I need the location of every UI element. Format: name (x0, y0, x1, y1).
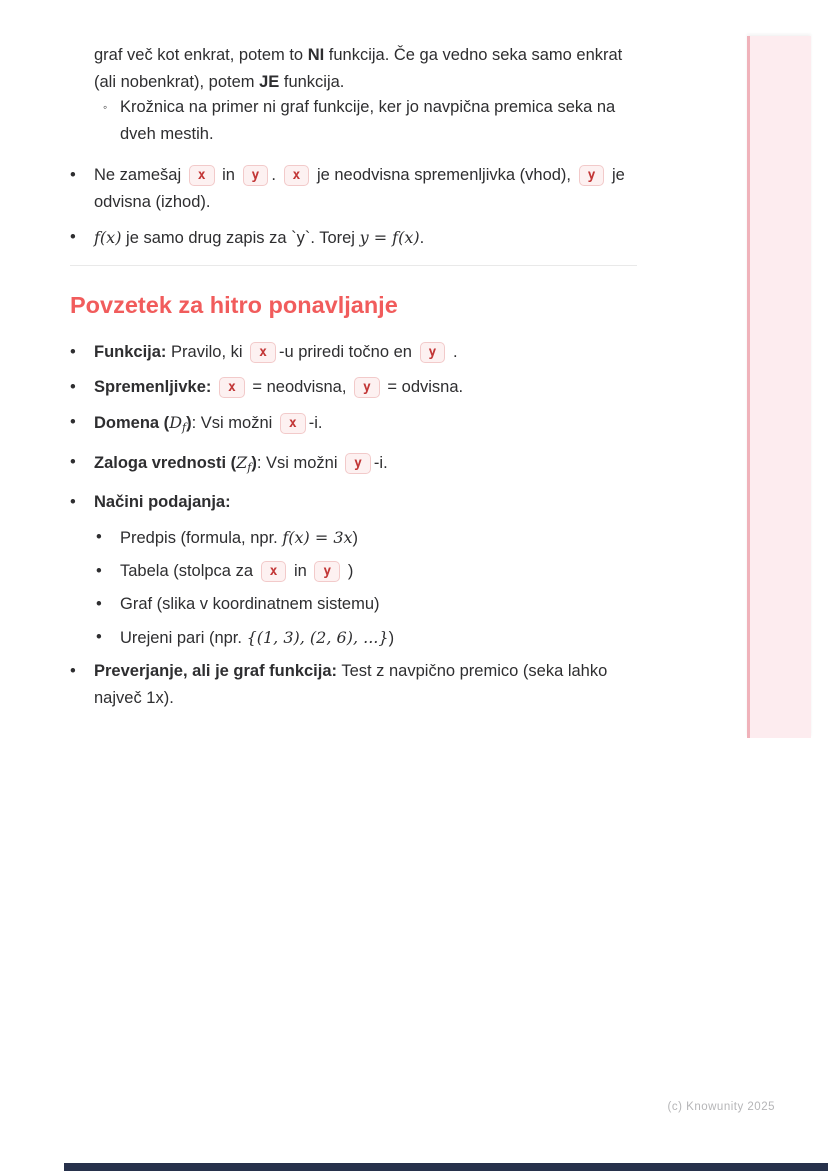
code-badge: y (579, 165, 605, 186)
list-item (70, 489, 637, 516)
list-item (70, 449, 637, 481)
bullet-icon: • (70, 453, 76, 471)
text-run: : Vsi možni (191, 414, 277, 432)
list-item (96, 624, 637, 652)
bold-text-run: Funkcija: (94, 343, 167, 361)
code-badge: y (314, 561, 340, 582)
math-text: f(x) = 3x (282, 528, 353, 547)
list-item (96, 558, 637, 585)
text-run: Pravilo, ki (166, 343, 248, 361)
list-item (103, 94, 637, 148)
math-subscript: f (182, 421, 187, 434)
text-run: . (271, 166, 281, 184)
bullet-icon: • (70, 493, 76, 511)
bold-text-run: Preverjanje, ali je graf funkcija: (94, 662, 338, 680)
bold-text-run: ) (251, 454, 257, 472)
list-item-text (94, 489, 637, 516)
list-item (70, 339, 637, 366)
list-item-text (120, 624, 637, 652)
bold-text-run: Domena ( (94, 414, 170, 432)
text-run: Ne zamešaj (94, 166, 186, 184)
math-text: Df (169, 413, 187, 434)
footer-copyright: (c) Knowunity 2025 (667, 1101, 775, 1113)
list-item-text (120, 591, 637, 618)
text-run: je neodvisna spremenljivka (vhod), (312, 166, 576, 184)
list-item-text (120, 524, 637, 552)
text-run: . (448, 343, 458, 361)
bottom-accent-bar (64, 1163, 828, 1171)
code-badge: x (219, 377, 245, 398)
list-item-text (94, 658, 637, 712)
list-item (70, 658, 637, 712)
text-run: Tabela (stolpca za (120, 562, 258, 580)
bold-text-run: Zaloga vrednosti ( (94, 454, 237, 472)
code-badge: y (243, 165, 269, 186)
text-run: = odvisna. (382, 378, 464, 396)
list-item (96, 591, 637, 618)
text-run: graf več kot enkrat, potem to (94, 46, 308, 64)
code-badge: x (284, 165, 310, 186)
list-item (70, 162, 637, 216)
section-divider (70, 265, 637, 266)
list-item-text (94, 409, 637, 441)
bullet-icon: • (96, 528, 102, 546)
list-item (70, 374, 637, 401)
list-item-text (120, 94, 637, 148)
bullet-icon: • (70, 343, 76, 361)
text-run: = neodvisna, (247, 378, 352, 396)
text-run: Urejeni pari (npr. (120, 629, 247, 647)
list-item-text (94, 449, 637, 481)
text-run: je odvisna (izhod). (94, 166, 625, 211)
math-text: Zf (236, 453, 252, 474)
math-text: f(x) (94, 228, 122, 247)
bullet-icon: • (96, 595, 102, 613)
bullet-icon: • (70, 413, 76, 431)
math-subscript: f (247, 461, 252, 474)
bold-text-run: NI (307, 46, 325, 64)
text-run: funkcija. (279, 73, 345, 91)
code-badge: x (189, 165, 215, 186)
code-badge: x (280, 413, 306, 434)
code-badge: y (345, 453, 371, 474)
text-run: in (217, 166, 240, 184)
text-run: Graf (slika v koordinatnem sistemu) (120, 595, 380, 613)
text-run: je samo drug zapis za `y`. Torej (121, 229, 360, 247)
text-run: Test z navpično premico (seka lahko največ 1x). (94, 662, 608, 707)
text-run: . (419, 229, 425, 247)
text-run: ) (343, 562, 354, 580)
text-run: funkcija. Če ga vedno seka samo enkrat (ali nobenkrat), potem (94, 46, 623, 91)
list-item-text (94, 224, 637, 252)
side-scroll-indicator[interactable] (747, 36, 811, 738)
bullet-icon: • (96, 562, 102, 580)
text-run: : Vsi možni (256, 454, 343, 472)
bullet-icon: • (70, 662, 76, 680)
list-item-text (120, 558, 637, 585)
text-run: -i. (373, 454, 388, 472)
code-badge: x (250, 342, 276, 363)
bullet-icon: • (70, 228, 76, 246)
list-item (70, 224, 637, 252)
code-badge: y (420, 342, 446, 363)
code-badge: y (354, 377, 380, 398)
list-item-text (94, 162, 637, 216)
code-badge: x (261, 561, 287, 582)
list-item-text (94, 339, 637, 366)
bullet-icon: • (70, 166, 76, 184)
text-run: -u priredi točno en (278, 343, 417, 361)
bold-text-run: Načini podajanja: (94, 493, 231, 511)
list-item-text (94, 374, 637, 401)
list-item (70, 409, 637, 441)
bold-text-run: Spremenljivke: (94, 378, 216, 396)
hollow-bullet-icon: ◦ (103, 100, 108, 114)
paragraph (94, 42, 637, 96)
bullet-icon: • (96, 628, 102, 646)
text-run: ) (388, 629, 395, 647)
text-run: Krožnica na primer ni graf funkcije, ker jo navpična premica seka na dveh mestih. (120, 98, 616, 143)
text-run: -i. (308, 414, 323, 432)
text-run: in (289, 562, 312, 580)
math-text: {(1, 3), (2, 6), ...} (246, 628, 389, 647)
bullet-icon: • (70, 378, 76, 396)
bold-text-run: JE (259, 73, 280, 91)
math-text: y = f(x) (359, 228, 420, 247)
document-content (70, 36, 637, 720)
list-item (96, 524, 637, 552)
bold-text-run: ) (186, 414, 192, 432)
section-heading: Povzetek za hitro ponavljanje (70, 292, 398, 318)
text-run: Predpis (formula, npr. (120, 529, 283, 547)
text-run: ) (352, 529, 359, 547)
